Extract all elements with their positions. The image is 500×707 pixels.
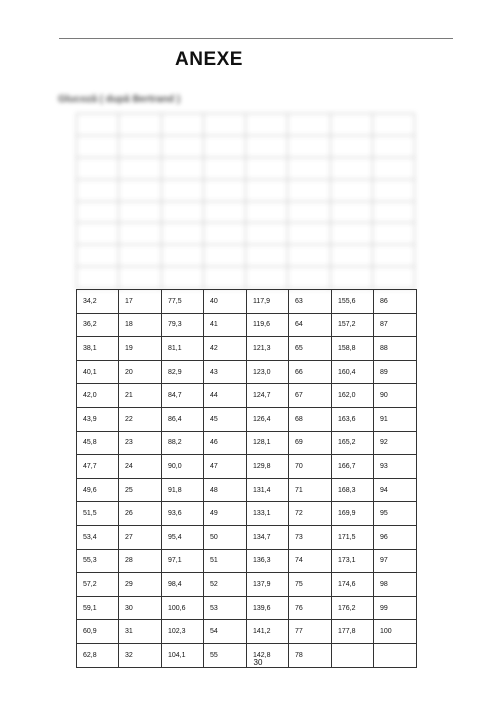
- table-cell: 68: [289, 407, 332, 431]
- table-cell: 88,2: [162, 431, 204, 455]
- table-cell: 171,5: [332, 525, 374, 549]
- table-cell: 93,6: [162, 502, 204, 526]
- table-cell: 38,1: [77, 337, 119, 361]
- table-cell: 57,2: [77, 573, 119, 597]
- table-cell: 27: [119, 525, 162, 549]
- table-cell: 50: [204, 525, 247, 549]
- table-cell: 31: [119, 620, 162, 644]
- table-cell: 142,8: [247, 643, 289, 667]
- table-row: [77, 337, 417, 361]
- table-cell: 131,4: [247, 478, 289, 502]
- table-cell: 163,6: [332, 407, 374, 431]
- table-cell: 47: [204, 455, 247, 479]
- table-cell: 54: [204, 620, 247, 644]
- table-cell: 48: [204, 478, 247, 502]
- table-cell: 41: [204, 313, 247, 337]
- table-cell: 173,1: [332, 549, 374, 573]
- table-cell: 117,9: [247, 290, 289, 314]
- table-cell: 155,6: [332, 290, 374, 314]
- table-cell: 45: [204, 407, 247, 431]
- table-cell: 19: [119, 337, 162, 361]
- table-cell: 137,9: [247, 573, 289, 597]
- table-cell: 157,2: [332, 313, 374, 337]
- table-cell: 86: [374, 290, 417, 314]
- table-cell: 94: [374, 478, 417, 502]
- table-cell: 46: [204, 431, 247, 455]
- table-cell: 98: [374, 573, 417, 597]
- table-cell: 177,8: [332, 620, 374, 644]
- table-cell: 77,5: [162, 290, 204, 314]
- table-cell: 91,8: [162, 478, 204, 502]
- table-cell: 23: [119, 431, 162, 455]
- table-cell: 63: [289, 290, 332, 314]
- table-row: [77, 455, 417, 479]
- table-cell: 169,9: [332, 502, 374, 526]
- table-cell: 90: [374, 384, 417, 408]
- table-cell: 49,6: [77, 478, 119, 502]
- table-cell: 24: [119, 455, 162, 479]
- table-cell: 126,4: [247, 407, 289, 431]
- table-cell: 70: [289, 455, 332, 479]
- section-heading-blurred: Glucoză ( după Bertrand ): [58, 94, 181, 105]
- table-cell: 62,8: [77, 643, 119, 667]
- table-cell: 26: [119, 502, 162, 526]
- table-cell: 77: [289, 620, 332, 644]
- table-cell: 74: [289, 549, 332, 573]
- table-row: [77, 596, 417, 620]
- table-cell: 59,1: [77, 596, 119, 620]
- table-row: [77, 290, 417, 314]
- table-cell: 32: [119, 643, 162, 667]
- table-cell: 40: [204, 290, 247, 314]
- table-cell: 102,3: [162, 620, 204, 644]
- table-cell: 119,6: [247, 313, 289, 337]
- table-row: [77, 620, 417, 644]
- table-cell: 69: [289, 431, 332, 455]
- table-cell: 21: [119, 384, 162, 408]
- table-cell: 86,4: [162, 407, 204, 431]
- table-cell: 121,3: [247, 337, 289, 361]
- table-cell: 45,8: [77, 431, 119, 455]
- table-cell: 123,0: [247, 360, 289, 384]
- table-row: [77, 360, 417, 384]
- table-cell: 95: [374, 502, 417, 526]
- table-cell: 92: [374, 431, 417, 455]
- table-cell: 82,9: [162, 360, 204, 384]
- glucose-table: [76, 289, 417, 668]
- table-cell: 53: [204, 596, 247, 620]
- table-cell: 20: [119, 360, 162, 384]
- table-row: [77, 478, 417, 502]
- table-cell: 51,5: [77, 502, 119, 526]
- header-rule: [59, 38, 453, 39]
- table-cell: 52: [204, 573, 247, 597]
- table-cell: 162,0: [332, 384, 374, 408]
- table-cell: 89: [374, 360, 417, 384]
- table-cell: 64: [289, 313, 332, 337]
- table-cell: 165,2: [332, 431, 374, 455]
- table-cell: 42,0: [77, 384, 119, 408]
- table-cell: 67: [289, 384, 332, 408]
- table-cell: 18: [119, 313, 162, 337]
- table-cell: 47,7: [77, 455, 119, 479]
- table-cell: 30: [119, 596, 162, 620]
- table-cell: 129,8: [247, 455, 289, 479]
- table-cell: 99: [374, 596, 417, 620]
- table-cell: 53,4: [77, 525, 119, 549]
- table-row: [77, 573, 417, 597]
- page-title: ANEXE: [175, 49, 243, 70]
- table-cell: 124,7: [247, 384, 289, 408]
- table-cell: 104,1: [162, 643, 204, 667]
- table-cell: 136,3: [247, 549, 289, 573]
- table-cell: 25: [119, 478, 162, 502]
- table-cell: 160,4: [332, 360, 374, 384]
- table-cell: 96: [374, 525, 417, 549]
- table-row: [77, 313, 417, 337]
- table-cell: 78: [289, 643, 332, 667]
- table-cell: 55,3: [77, 549, 119, 573]
- table-cell: 29: [119, 573, 162, 597]
- table-cell: 75: [289, 573, 332, 597]
- table-cell: 34,2: [77, 290, 119, 314]
- table-cell: 133,1: [247, 502, 289, 526]
- table-cell: 36,2: [77, 313, 119, 337]
- table-cell: 128,1: [247, 431, 289, 455]
- table-cell: 28: [119, 549, 162, 573]
- table-cell: 22: [119, 407, 162, 431]
- table-cell: 55: [204, 643, 247, 667]
- table-cell: 168,3: [332, 478, 374, 502]
- page-number: 30: [253, 658, 263, 667]
- table-cell: 84,7: [162, 384, 204, 408]
- table-cell: 91: [374, 407, 417, 431]
- table-cell: 17: [119, 290, 162, 314]
- table-cell: 42: [204, 337, 247, 361]
- table-row: [77, 549, 417, 573]
- table-row: [77, 525, 417, 549]
- table-row: [77, 384, 417, 408]
- table-cell: 90,0: [162, 455, 204, 479]
- table-cell: 79,3: [162, 313, 204, 337]
- table-cell: 98,4: [162, 573, 204, 597]
- table-cell: 60,9: [77, 620, 119, 644]
- table-cell: 166,7: [332, 455, 374, 479]
- table-cell: 43: [204, 360, 247, 384]
- table-cell: 40,1: [77, 360, 119, 384]
- table-cell: 93: [374, 455, 417, 479]
- table-cell: 139,6: [247, 596, 289, 620]
- blurred-table-region: [76, 113, 415, 289]
- table-cell: 43,9: [77, 407, 119, 431]
- table-row: [77, 502, 417, 526]
- table-cell: 100: [374, 620, 417, 644]
- table-cell: 87: [374, 313, 417, 337]
- table-cell: 73: [289, 525, 332, 549]
- table-cell: 97,1: [162, 549, 204, 573]
- table-cell: 134,7: [247, 525, 289, 549]
- table-cell: 100,6: [162, 596, 204, 620]
- table-cell: 88: [374, 337, 417, 361]
- table-cell: 97: [374, 549, 417, 573]
- table-cell: 174,6: [332, 573, 374, 597]
- table-cell: 81,1: [162, 337, 204, 361]
- table-cell: 95,4: [162, 525, 204, 549]
- table-cell: 158,8: [332, 337, 374, 361]
- table-cell: 65: [289, 337, 332, 361]
- table-cell: 72: [289, 502, 332, 526]
- table-cell: 51: [204, 549, 247, 573]
- table-row: [77, 431, 417, 455]
- table-row: [77, 407, 417, 431]
- table-cell: 49: [204, 502, 247, 526]
- table-cell: 176,2: [332, 596, 374, 620]
- table-cell: 76: [289, 596, 332, 620]
- glucose-table-body: [77, 290, 417, 668]
- table-cell: 71: [289, 478, 332, 502]
- table-cell: 44: [204, 384, 247, 408]
- table-cell: 66: [289, 360, 332, 384]
- table-cell: 141,2: [247, 620, 289, 644]
